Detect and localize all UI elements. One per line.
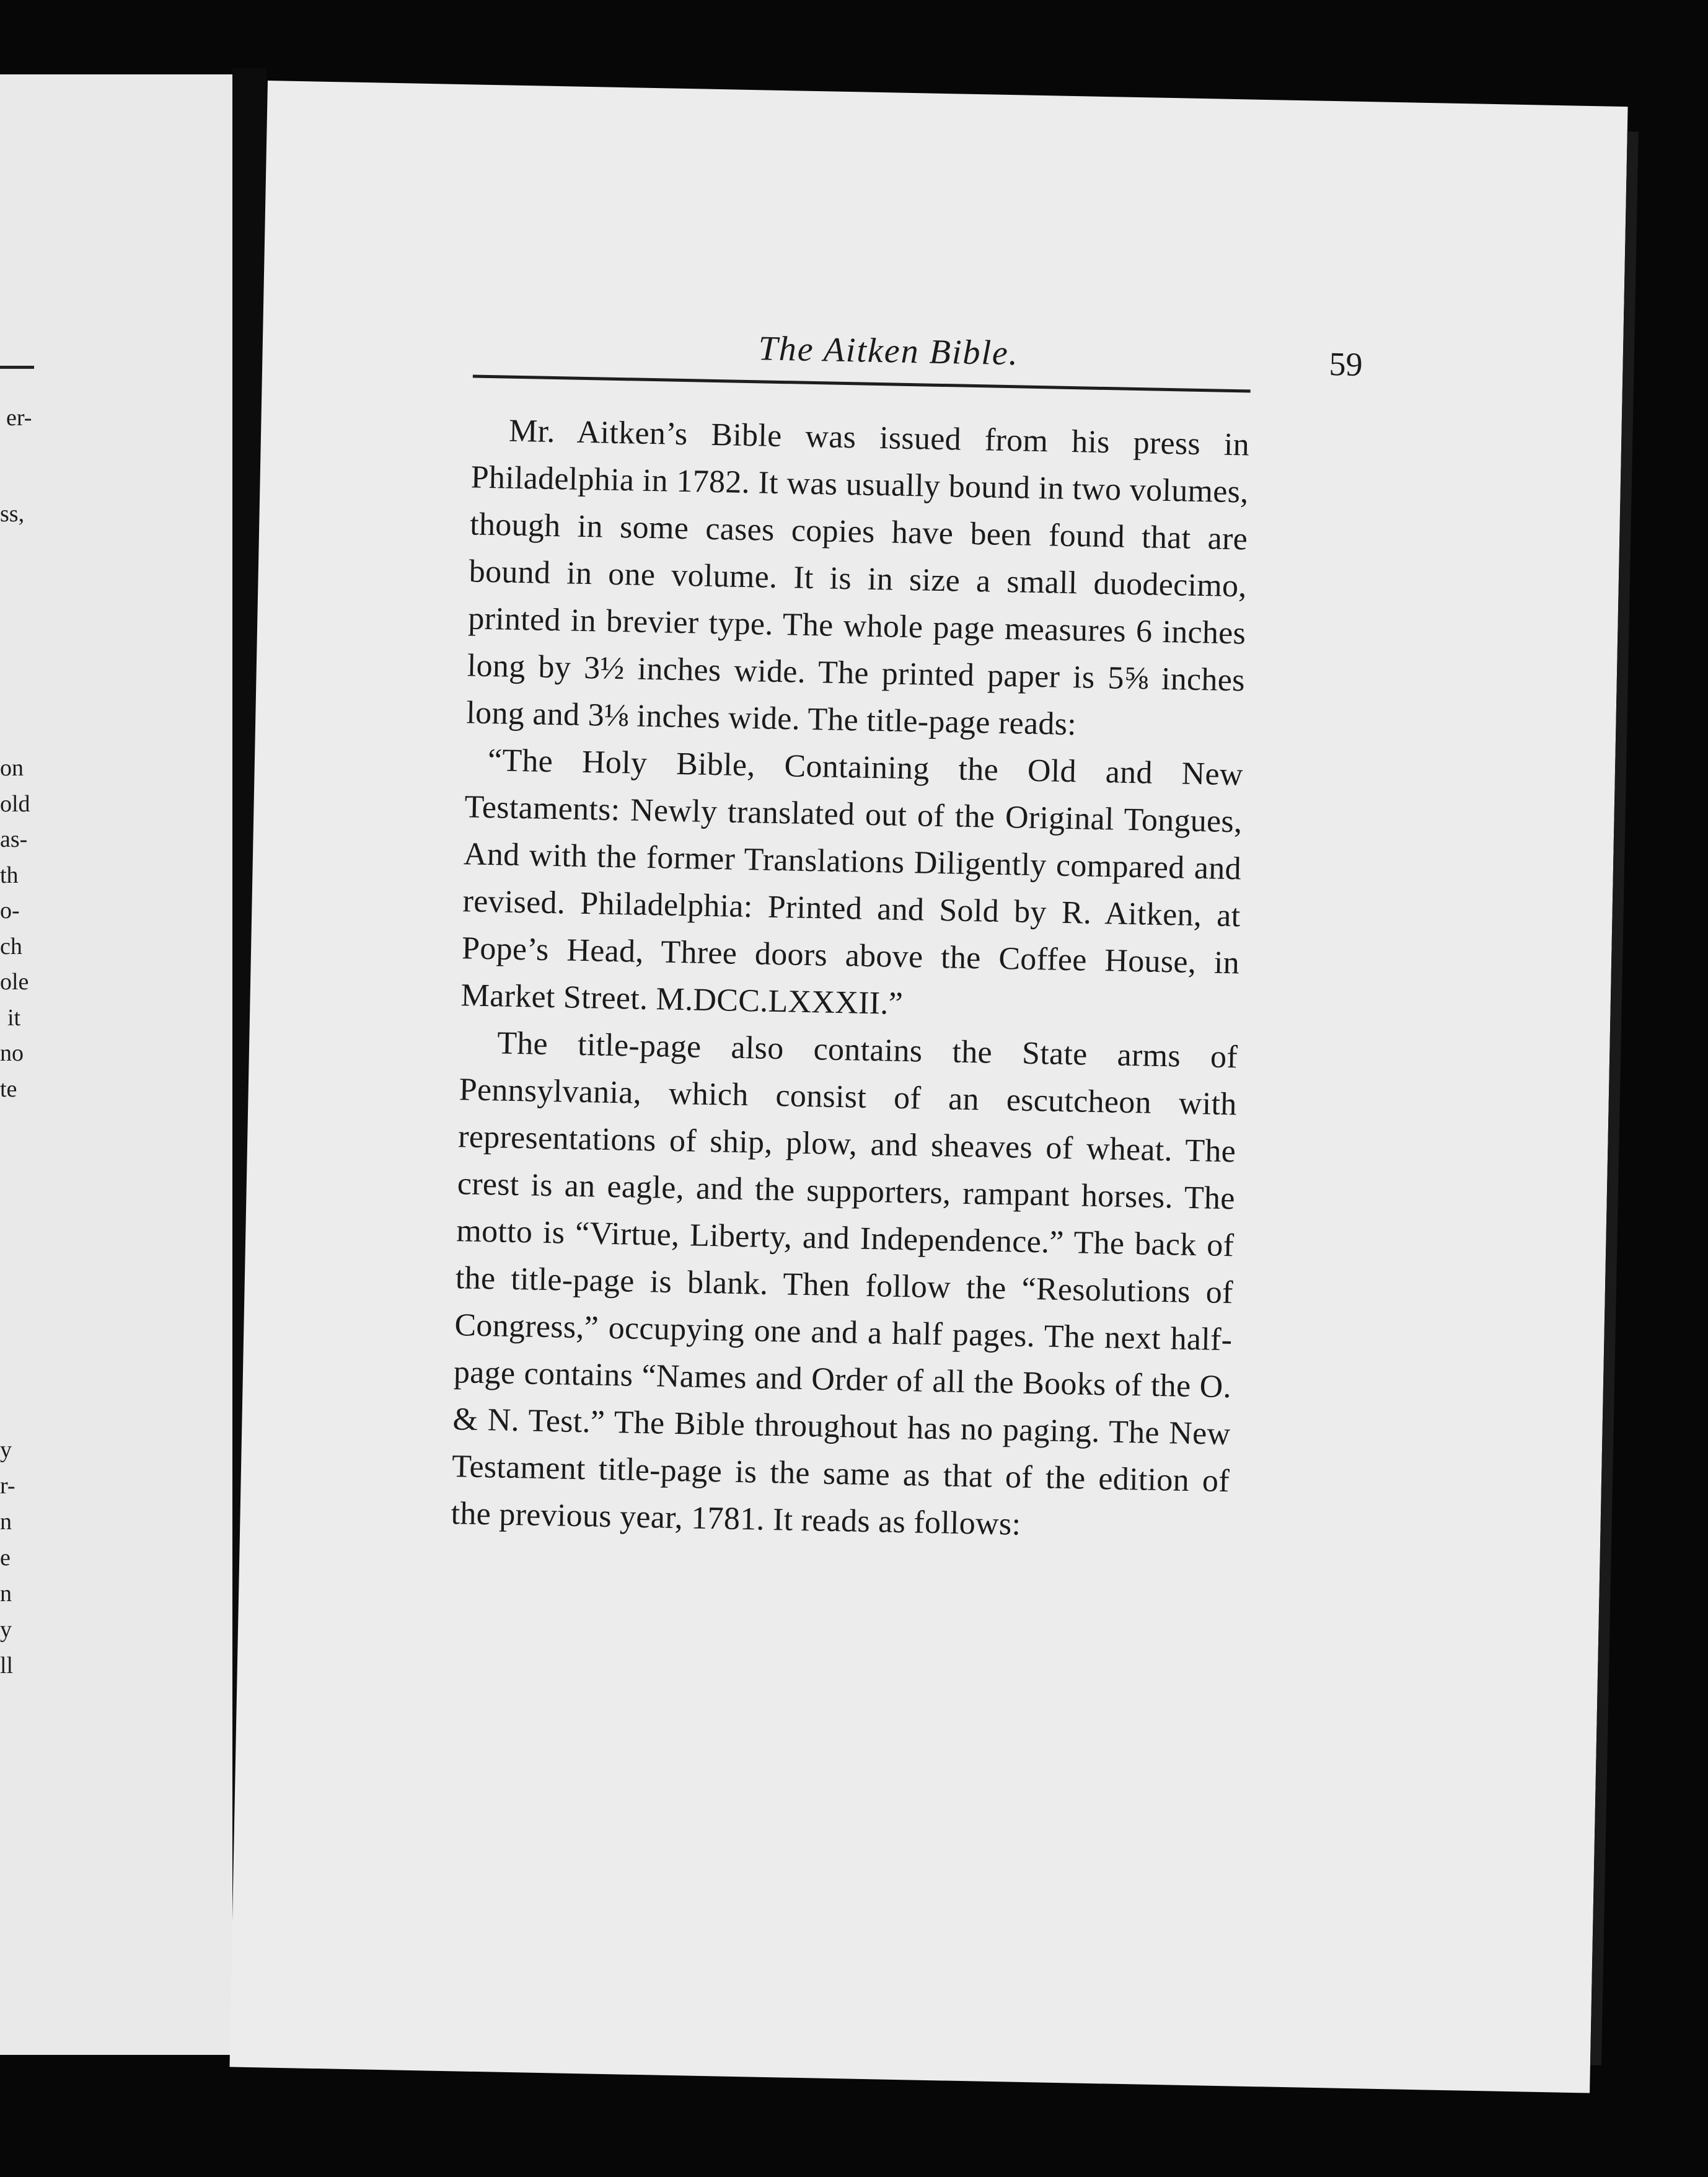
left-margin-fragment: ss, [0,501,25,527]
left-margin-fragment: on [0,755,24,781]
left-margin-fragment: o- [0,898,20,924]
left-page [0,74,232,2055]
page-number: 59 [1328,345,1363,383]
left-margin-fragment: n [0,1581,12,1607]
left-margin-fragment: ole [0,969,29,995]
right-page [229,81,1627,2093]
left-margin-fragment: te [0,1076,17,1102]
left-margin-fragment: n [0,1509,12,1535]
left-margin-fragment: y [0,1437,12,1463]
left-margin-fragment: as- [0,826,28,852]
left-margin-fragment: ll [0,1653,14,1679]
body-text [451,407,1250,1552]
left-margin-fragment: e [0,1545,11,1571]
left-page-header-rule [0,366,34,369]
left-margin-fragment: no [0,1040,24,1066]
left-margin-fragment: ch [0,934,22,960]
paragraph: The title-page also contains the State arms of Pennsylvania, which consist of an escutcheon with representations of ship, plow, and sheaves of wheat. The crest is an eagle, and the supporters, rampant horses. The motto is “Virtue, Liberty, and Independence.” The back of the title-page is blank. Then follow the “Resolutions of Congress,” occupying one and a half pages. The next half-page contains “Names and Order of all the Books of the O. & N. Test.” The Bible throughout has no paging. The New Testament title-page is the same as that of the edition of the previous year, 1781. It reads as follows: [451,1025,1238,1542]
page-header [473,323,1363,383]
paragraph: Mr. Aitken’s Bible was issued from his press in Philadelphia in 1782. It was usually bound in two volumes, though in some cases copies have been found that are bound in one volume. It is in size a small duodecimo, printed in brevier type. The whole page measures 6 inches long by 3½ inches wide. The printed paper is 5⅝ inches long and 3⅛ inches wide. The title-page reads: [465,413,1250,743]
left-margin-fragment: th [0,862,19,888]
page-edge-shadow [1590,131,1639,2065]
title-page-quotation: “The Holy Bible, Containing the Old and New Testaments: Newly translated out of the Original Tongues, And with the former Translations Diligently compared and revised. Philadelphia: Printed and Sold by R. Aitken, at Pope’s Head, Three doors above the Coffee House, in Market Street. M.DCC.LXXXII.” [460,743,1244,1022]
left-margin-fragment: r- [0,1473,15,1499]
left-margin-fragment: old [0,791,30,817]
left-margin-fragment: y [0,1617,12,1643]
running-title: The Aitken Bible. [758,329,1019,373]
left-margin-fragment: it [7,1005,21,1031]
left-margin-fragment: er- [6,405,32,431]
